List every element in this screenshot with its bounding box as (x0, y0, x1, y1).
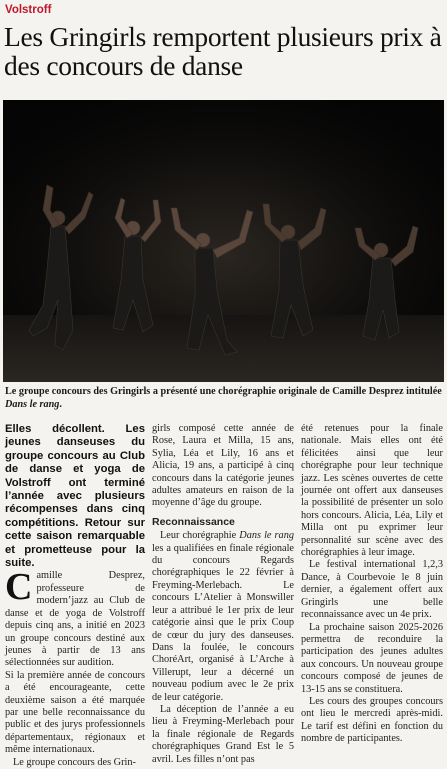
paragraph: girls composé cette année de Rose, Laura et Milla, 15 ans, Sylia, Léa et Lily, 16 ans et Alicia, 19 ans, a participé à cinq concours dans la catégorie jeunes adultes amateurs en raison de la moyenne d’âge du groupe. (152, 423, 294, 509)
caption-title: Dans le rang (5, 398, 60, 410)
paragraph: Les cours des groupes concours ont lieu le mercredi après-midi. Le tarif est défini en fonction du nombre de participantes. (301, 695, 443, 745)
subheading: Reconnaissance (152, 515, 235, 528)
paragraph-text: les a qualifiées en finale régionale du concours Regards chorégraphiques le 22 février à Freyming-Merlebach. Le concours L’Atelier à Monswiller leur a attribué le 1er prix de leur catégorie ainsi que le prix Coup de cœur du jury des danseuses. Dans la foulée, le concours ChoréArt, organisé à L’Arche à Villerupt, leur a décerné un nouveau podium avec le 2e prix de leur catégorie. (152, 542, 294, 703)
photo-caption (5, 386, 442, 411)
paragraph: été retenues pour la finale nationale. Mais elles ont été félicitées ainsi que leur chorégraphe pour leur technique jazz. Les scènes ouvertes de cette journée ont offert aux danseuses la possibilité de présenter un solo hors concours. Alicia, Léa, Lily et Milla ont pu exprimer leur personnalité sur scène avec des chorégraphies à leur image. (301, 423, 443, 559)
dancers-illustration (3, 100, 444, 382)
paragraph (152, 530, 294, 704)
column-1 (5, 423, 145, 769)
caption-end: . (59, 398, 62, 410)
paragraph: Le festival international 1,2,3 Dance, à Courbevoie le 8 juin dernier, a également offert aux Gringirls une belle reconnaissance avec un 4e prix. (301, 559, 443, 621)
paragraph: Si la première année de concours a été encourageante, cette deuxième saison a été marquée par une belle reconnaissance du public et des jurys professionnels départementaux, régionaux et même internationaux. (5, 669, 145, 756)
paragraph: La prochaine saison 2025-2026 permettra de reconduire la participation des jeunes adultes aux concours. Un nouveau groupe concours composé de jeunes de 13-15 ans se constituera. (301, 621, 443, 695)
column-2 (152, 423, 294, 766)
paragraph: La déception de l’année a eu lieu à Freyming-Merlebach pour la finale régionale de Regards chorégraphiques Grand Est le 5 avril. Les filles n’ont pas (152, 703, 294, 765)
section-label: Volstroff (5, 4, 52, 16)
paragraph (5, 566, 145, 669)
dance-photo (3, 100, 444, 382)
paragraph-text: Leur chorégraphie (160, 530, 240, 542)
paragraph-text: amille Desprez, professeure de modern’jazz au Club de danse et de yoga de Volstroff depuis cinq ans, a initié en 2023 un groupe concours destiné aux jeunes à partir de 13 ans sélectionnées sur audition. (5, 570, 145, 669)
choreography-title: Dans le rang (239, 530, 294, 542)
column-3 (301, 423, 443, 746)
lede-paragraph: Elles décollent. Les jeunes danseuses du groupe concours au Club de danse et yoga de Volstroff ont terminé l’année avec plusieurs récompenses dans cinq compétitions. Retour sur cette saison remarquable et prometteuse pour la suite. (5, 423, 145, 570)
caption-text: Le groupe concours des Gringirls a présenté une chorégraphie originale de Camille Desprez intitulée (5, 386, 442, 397)
headline: Les Gringirls remportent plusieurs prix à des concours de danse (4, 21, 442, 81)
paragraph: Le groupe concours des Grin- (13, 756, 136, 768)
drop-cap: C (5, 566, 33, 609)
